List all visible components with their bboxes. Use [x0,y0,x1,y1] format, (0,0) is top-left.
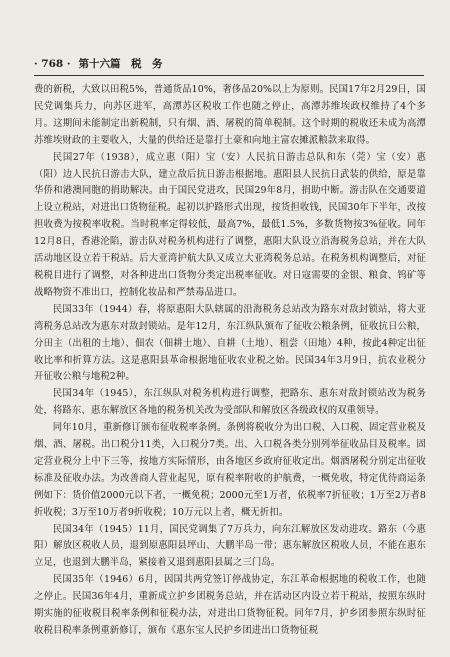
paragraph: 民国34年（1945），东江纵队对税务机构进行调整，把路东、惠东对敌封锁站改为税务处，将路东、惠东解放区各地的税务机关改为受部队和解放区各级政权的双重领导。 [34,388,426,417]
paragraph: 同年10月，重新修订颁布征收税率条例。条例将税收分为出口税、入口税、固定营业税及烟、酒、屠税。出口税分11类，入口税分7类。出、入口税各类分别列举征收品目及税率。固定营业税分上中下三等，按地方实际情形，由各地区乡政府征收定出。烟酒屠税分别定出征收标准及征收办法。为改善商人营业起见，原有税率附收的护航费，一概免收，特定优待商运条例如下：货价值2000元以下者，一概免税；2000元至1万者，依税率7折征收；1万至2万者8折收税；3万至10万者9折收税；10万元以上者，概无折扣。 [34,422,426,518]
paragraph: 民国35年（1946）6月，因国共两党签订停战协定，东江革命根据地的税收工作，也随之停止。民国36年4月，重新成立护乡团税务总站，并在活动区内设立若干税站，按照东纵时期实施的征收税目税率条例和征税办法，对进出口货物征税。同年7月，护乡团参照东纵时征收税目税率条例重新修订，颁布《惠东宝人民护乡团进出口货物征税 [34,574,426,636]
paragraph: 民国34年（1945）11月，国民党调集了7万兵力，向东江解放区发动进攻。路东（今惠阳）解放区税收人员，退到原惠阳县坪山、大鹏半岛一带；惠东解放区税收人员，不能在惠东立足，也退到大鹏半岛，紧接着又退到惠阳县属之三门岛。 [34,523,426,569]
paragraph: 民国33年（1944）春，将原惠阳大队辖属的沿海税务总站改为路东对敌封锁站，将大亚湾税务总站改为惠东对敌封锁站。是年12月，东江纵队颁布了征收公粮条例，征收抗日公粮，分田主（出租的土地）、佃农（佃耕土地）、自耕（土地）、租尝（田地）4种，按此4种定出征收比率和折算方法。这是惠阳县革命根据地征收农业税之始。民国34年3月9日，抗农业税分开征收公粮与地税2种。 [34,303,426,383]
page-number: · 768 · [34,58,71,70]
page-header [34,56,424,71]
header-rule [34,75,424,76]
paragraph: 民国27年（1938），成立惠（阳）宝（安）人民抗日游击总队和东（莞）宝（安）惠（阳）边人民抗日游击大队，建立敌后抗日游击根据地。惠阳县人民抗日武装的供给，原是靠华侨和港澳同胞的捐助解决。由于国民党进攻，民国29年8月，捐助中断。游击队在交通要道上设立税站，对进出口货物征税。起初以护路形式出现，按货担收钱，民国30年下半年，改按担收费为按税率收税。当时税率定得较低，最高7%，最低1.5%，多数货物按3%征收。同年12月8日，香港沦陷，游击队对税务机构进行了调整，惠阳大队设立沿海税务总站，并在大队活动地区设立若干税站。后大亚湾护航大队又成立大亚湾税务总站。在税务机构调整后，对征税税目进行了调整，对各种进出口货物分类定出税率征收。对日寇需要的金银、粮食、钨矿等战略物资不准出口，控制化妆品和严禁毒品进口。 [34,151,426,298]
section-title: 第十六篇 税 务 [78,58,163,70]
body-text [34,82,426,640]
paragraph: 费的新税，大致以田税5%，普通货品10%，奢侈品20%以上为原则。民国17年2月29日，国民党调集兵力，向苏区进军，高潭苏区税收工作也随之停止，高潭苏维埃政权维持了4个多月。这期间未能制定出新税制，只有烟、酒、屠税的简单税制。这个时期的税收还未成为高潭苏维埃财政的主要收入，大量的供给还是靠打土豪和向地主富农摊派粮款来取得。 [34,84,426,146]
